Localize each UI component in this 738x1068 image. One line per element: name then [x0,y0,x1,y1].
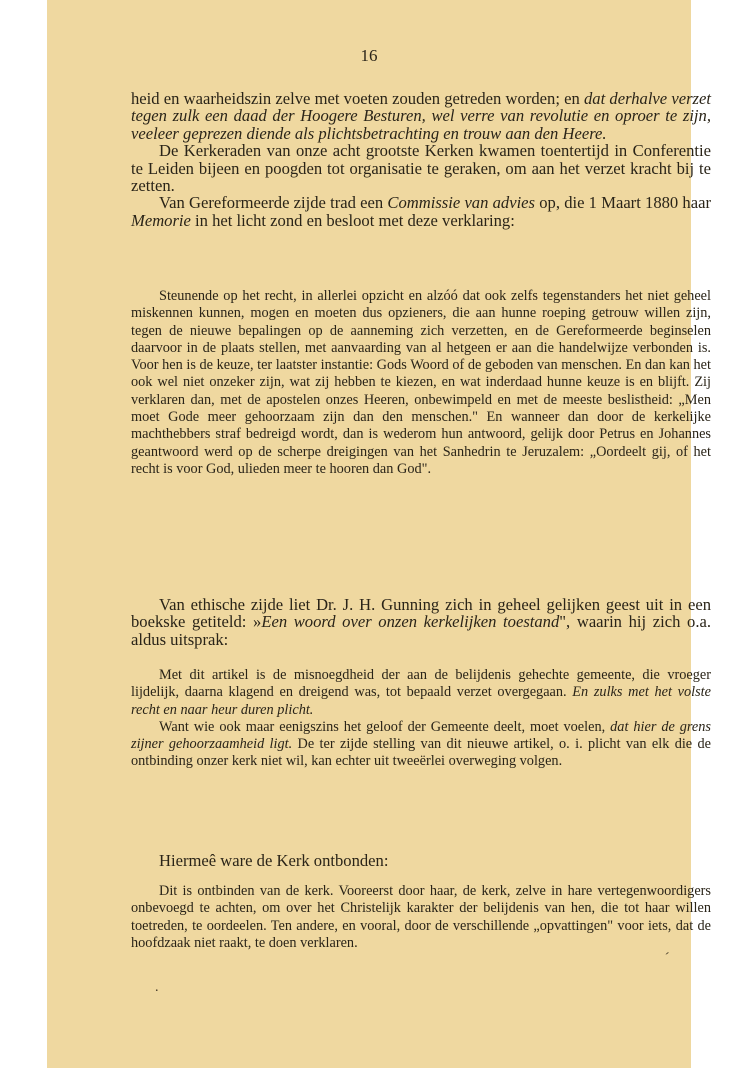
text-run: Want wie ook maar eenigszins het geloof der Gemeente deelt, moet voelen, [159,718,611,735]
quote-gunning-text-a [131,667,711,719]
paragraph-5-text: Hiermeê ware de Kerk ontbonden: [159,851,389,870]
paragraph-5 [131,852,711,869]
paragraph-4 [131,596,711,648]
text-run: heid en waarheidszin zelve met voeten zouden getreden worden; en [131,89,584,108]
italic-run: Een woord over onzen kerkelijken toestand [261,612,560,632]
quote-ontbinden [131,883,711,952]
quote-gunning-text-b [131,719,711,771]
italic-run: Memorie [131,210,191,230]
text-run: in het licht zond en besloot met deze verklaring: [190,210,515,230]
quote-gunning [131,667,711,771]
italic-run: dat hier de grens zijner gehoorzaamheid ligt. [131,718,711,753]
text-run: De ter zijde stelling van dit nieuwe artikel, o. i. plicht van elk die de ontbinding onzer kerk niet wil, kan echter uit tweeërlei overweging volgen. [131,736,711,770]
quote-ontbinden-text: Dit is ontbinden van de kerk. Vooreerst door haar, de kerk, zelve in hare vertegenwoordigers onbevoegd te achten, om over het Christelijk karakter der belijdenis van hen, die tot haar willen toetreden, te oordeelen. Ten andere, en vooral, door de verschillende „opvattingen" voor iets, dat de hoofdzaak niet raakt, te doen verklaren. [131,883,711,951]
paragraph-4-text [131,596,711,648]
text-run: Van Gereformeerde zijde trad een [159,193,388,213]
paragraph-3-text [131,194,711,229]
page-number: 16 [360,46,378,65]
paragraph-1-text [131,90,711,142]
book-page [47,0,711,1068]
quote-commissie [131,288,711,478]
paragraph-2-text: De Kerkeraden van onze acht grootste Kerken kwamen toentertijd in Conferentie te Leiden bijeen en poogden tot organisatie te geraken, om aan het verzet kracht bij te zetten. [131,141,711,196]
text-run: Met dit artikel is de misnoegdheid der aan de belijdenis gehechte gemeente, die vroeger lijdelijk, daarna klagend en dreigend was, tot bepaald verzet overgegaan. [131,667,711,701]
stray-mark: ´ [664,951,669,966]
italic-run: dat derhalve verzet tegen zulk een daad der Hoogere Besturen, wel verre van revolutie en oproer te zijn, veeleer geprezen diende als plichtsbetrachting en trouw aan den Heere. [131,89,711,143]
quote-commissie-text: Steunende op het recht, in allerlei opzicht en alzóó dat ook zelfs tegenstanders het niet geheel miskennen kunnen, mogen en moeten dus opzieners, die aan hunne roeping getrouw willen zijn, tegen de nieuwe bepalingen op de aanneming zich verzetten, en de Gereformeerde beginselen daarvoor in de plaats stellen, met aanvaarding van al hetgeen er aan die handelwijze verbonden is. Voor hen is de keuze, ter laatster instantie: Gods Woord of de geboden van menschen. En dan kan het ook wel niet onzeker zijn, wat zij hebben te kiezen, en wat inderdaad hunne keuze is en blijft. Zij verklaren dan, met de apostelen onzes Heeren, onbewimpeld en met de meeste beslistheid: „Men moet Gode meer gehoorzaam zijn dan den menschen." En wanneer dan door de kerkelijke machthebbers straf bedreigd wordt, dan is wederom hun antwoord, gelijk door Petrus en Johannes geantwoord werd op de scherpe dreigingen van het Sanhedrin te Jeruzalem: „Oordeelt gij, of het recht is voor God, ulieden meer te hooren dan God". [131,288,711,477]
stray-dot: . [155,980,159,995]
text-run: op, die 1 Maart 1880 haar [535,193,711,213]
text-run: Van ethische zijde liet Dr. J. H. Gunning zich in geheel gelijken geest uit in een boekske getiteld: » [131,595,711,632]
italic-run: En zulks met het volste recht en naar heur duren plicht. [131,684,711,718]
paragraph-1 [131,90,711,229]
italic-run: Commissie van advies [387,193,536,213]
text-run: ", waarin hij zich o.a. aldus uitsprak: [131,612,711,649]
